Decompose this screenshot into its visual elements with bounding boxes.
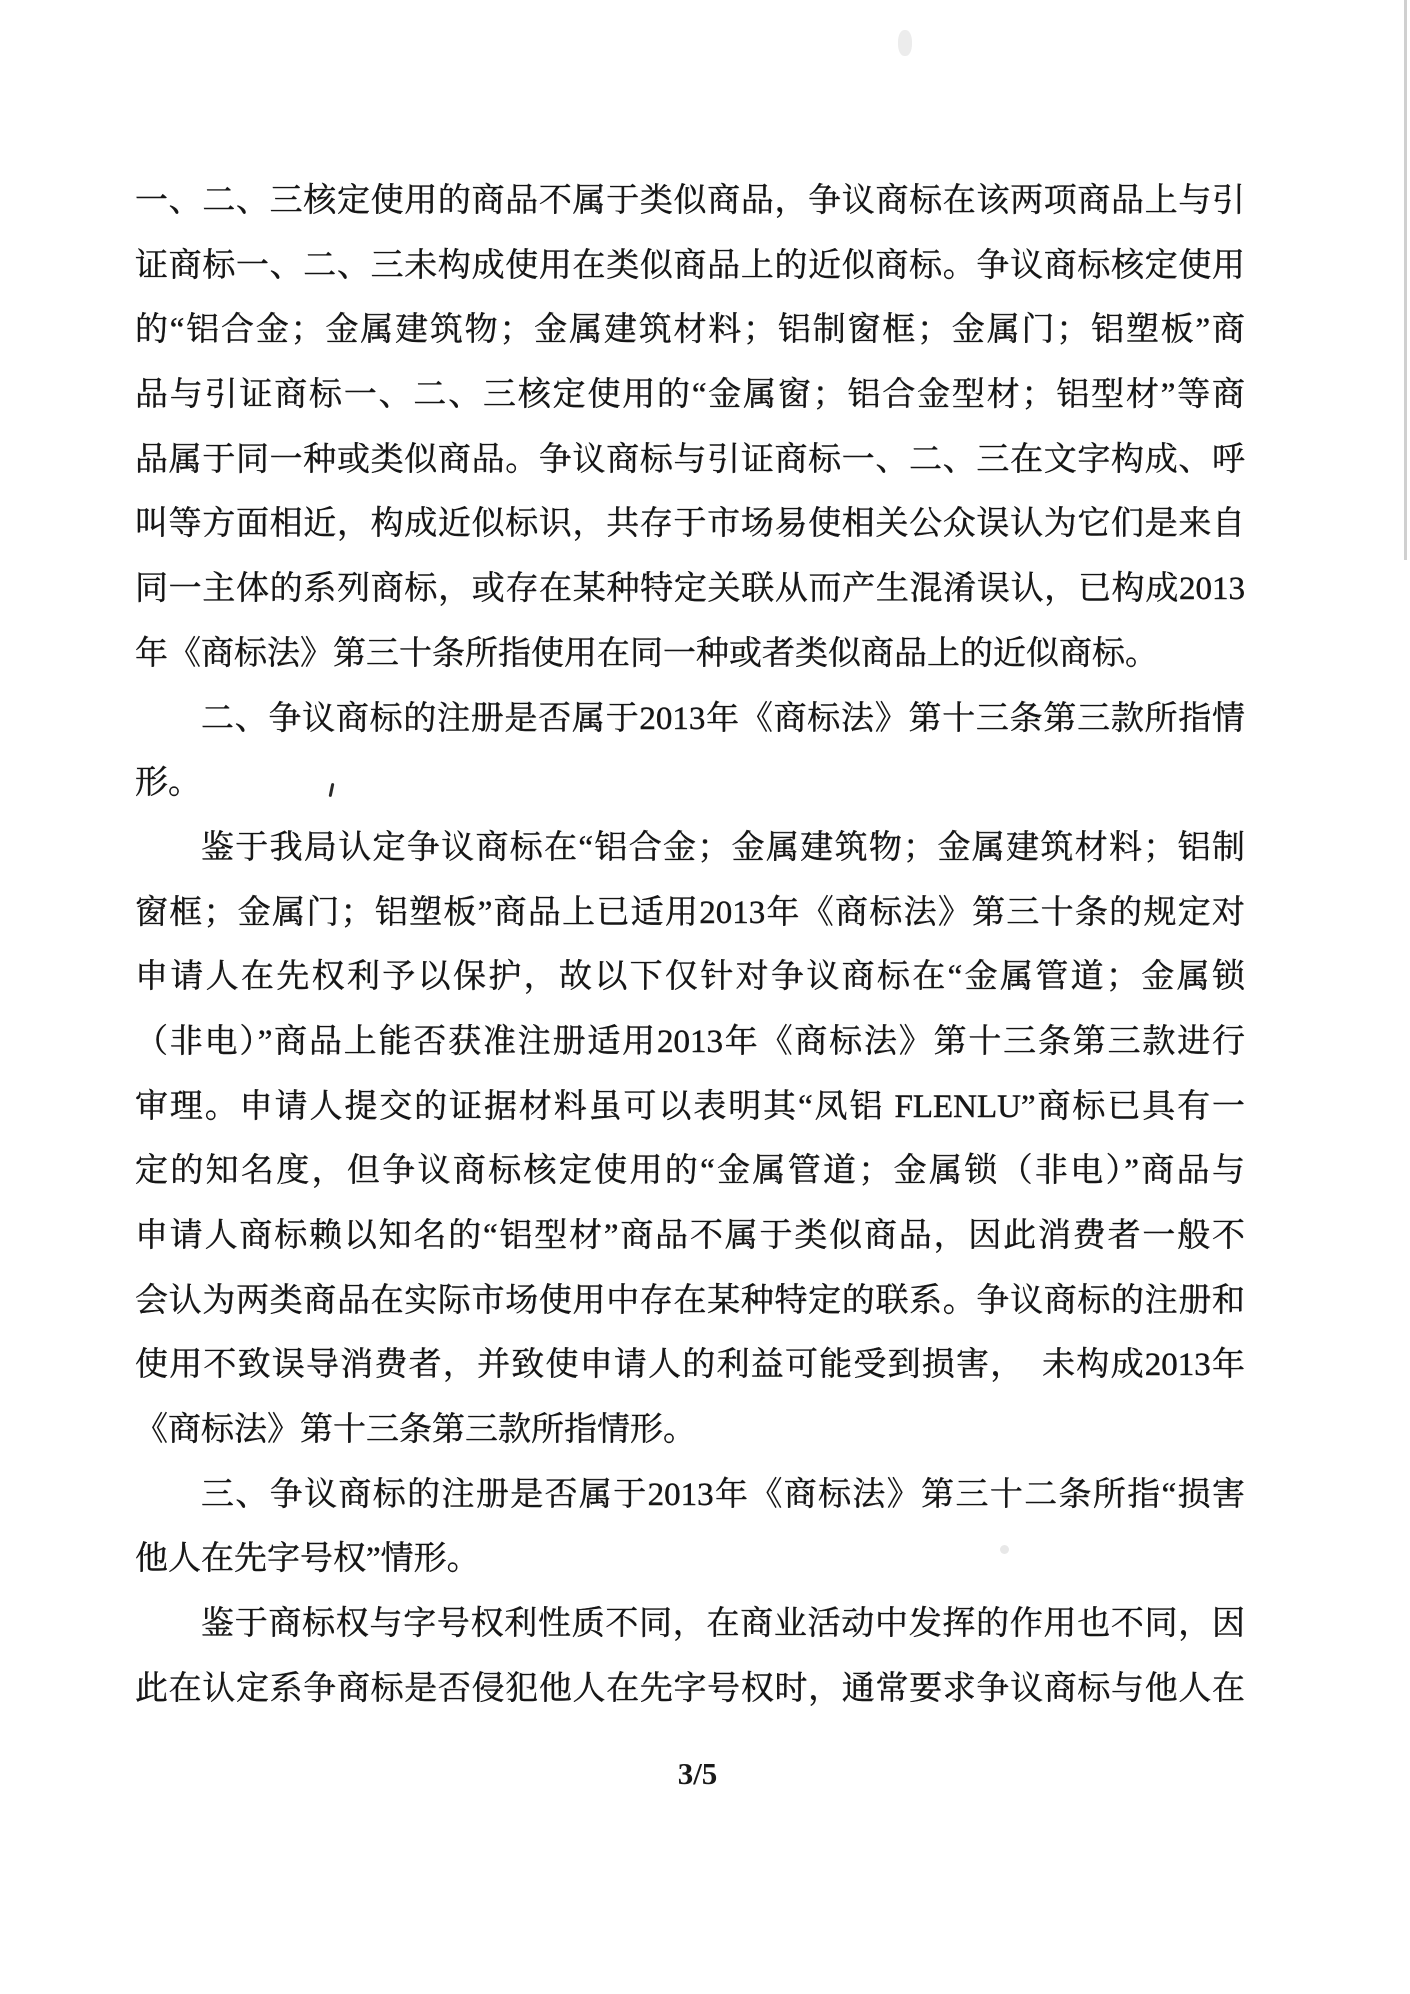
- text-line: 品属于同一种或类似商品。争议商标与引证商标一、二、三在文字构成、呼: [135, 441, 1245, 478]
- text-line: 鉴于商标权与字号权利性质不同，在商业活动中发挥的作用也不同，因: [201, 1606, 1245, 1643]
- text-line: 年《商标法》第三十条所指使用在同一种或者类似商品上的近似商标。: [135, 635, 1158, 672]
- text-line: 定的知名度，但争议商标核定使用的“金属管道；金属锁（非电）”商品与: [135, 1153, 1245, 1190]
- text-line: 叫等方面相近，构成近似标识，共存于市场易使相关公众误认为它们是来自: [135, 506, 1245, 543]
- text-line: 审理。申请人提交的证据材料虽可以表明其“凤铝 FLENLU”商标已具有一: [135, 1088, 1245, 1125]
- text-line: 使用不致误导消费者，并致使申请人的利益可能受到损害， 未构成2013年: [135, 1347, 1245, 1384]
- text-line: 会认为两类商品在实际市场使用中存在某种特定的联系。争议商标的注册和: [135, 1282, 1245, 1319]
- scan-speck: [1000, 1545, 1009, 1554]
- text-line: 的“铝合金；金属建筑物；金属建筑材料；铝制窗框；金属门；铝塑板”商: [135, 312, 1245, 349]
- text-line: 品与引证商标一、二、三核定使用的“金属窗；铝合金型材；铝型材”等商: [135, 377, 1245, 414]
- text-line: 《商标法》第十三条第三款所指情形。: [135, 1412, 696, 1449]
- text-line: 形。: [135, 765, 201, 802]
- text-line: 此在认定系争商标是否侵犯他人在先字号权时，通常要求争议商标与他人在: [135, 1670, 1245, 1707]
- text-line: 鉴于我局认定争议商标在“铝合金；金属建筑物；金属建筑材料；铝制: [201, 829, 1245, 866]
- text-line: 申请人商标赖以知名的“铝型材”商品不属于类似商品，因此消费者一般不: [135, 1218, 1245, 1254]
- scan-speck: [898, 30, 912, 56]
- text-line: 他人在先字号权”情形。: [135, 1541, 480, 1578]
- scan-edge-artifact: [1404, 0, 1407, 560]
- page-number: 3/5: [677, 1756, 718, 1791]
- text-line: 申请人在先权利予以保护，故以下仅针对争议商标在“金属管道；金属锁: [135, 959, 1245, 996]
- text-line: 窗框；金属门；铝塑板”商品上已适用2013年《商标法》第三十条的规定对: [135, 894, 1245, 931]
- document-body: [135, 169, 1245, 1722]
- text-line: 三、争议商标的注册是否属于2013年《商标法》第三十二条所指“损害: [201, 1476, 1245, 1513]
- text-line: （非电）”商品上能否获准注册适用2013年《商标法》第十三条第三款进行: [135, 1023, 1245, 1060]
- text-line: 同一主体的系列商标，或存在某种特定关联从而产生混淆误认，已构成2013: [135, 571, 1245, 608]
- text-line: 一、二、三核定使用的商品不属于类似商品，争议商标在该两项商品上与引: [135, 183, 1245, 219]
- text-line: 证商标一、二、三未构成使用在类似商品上的近似商标。争议商标核定使用: [135, 247, 1245, 284]
- text-line: 二、争议商标的注册是否属于2013年《商标法》第十三条第三款所指情: [201, 700, 1245, 737]
